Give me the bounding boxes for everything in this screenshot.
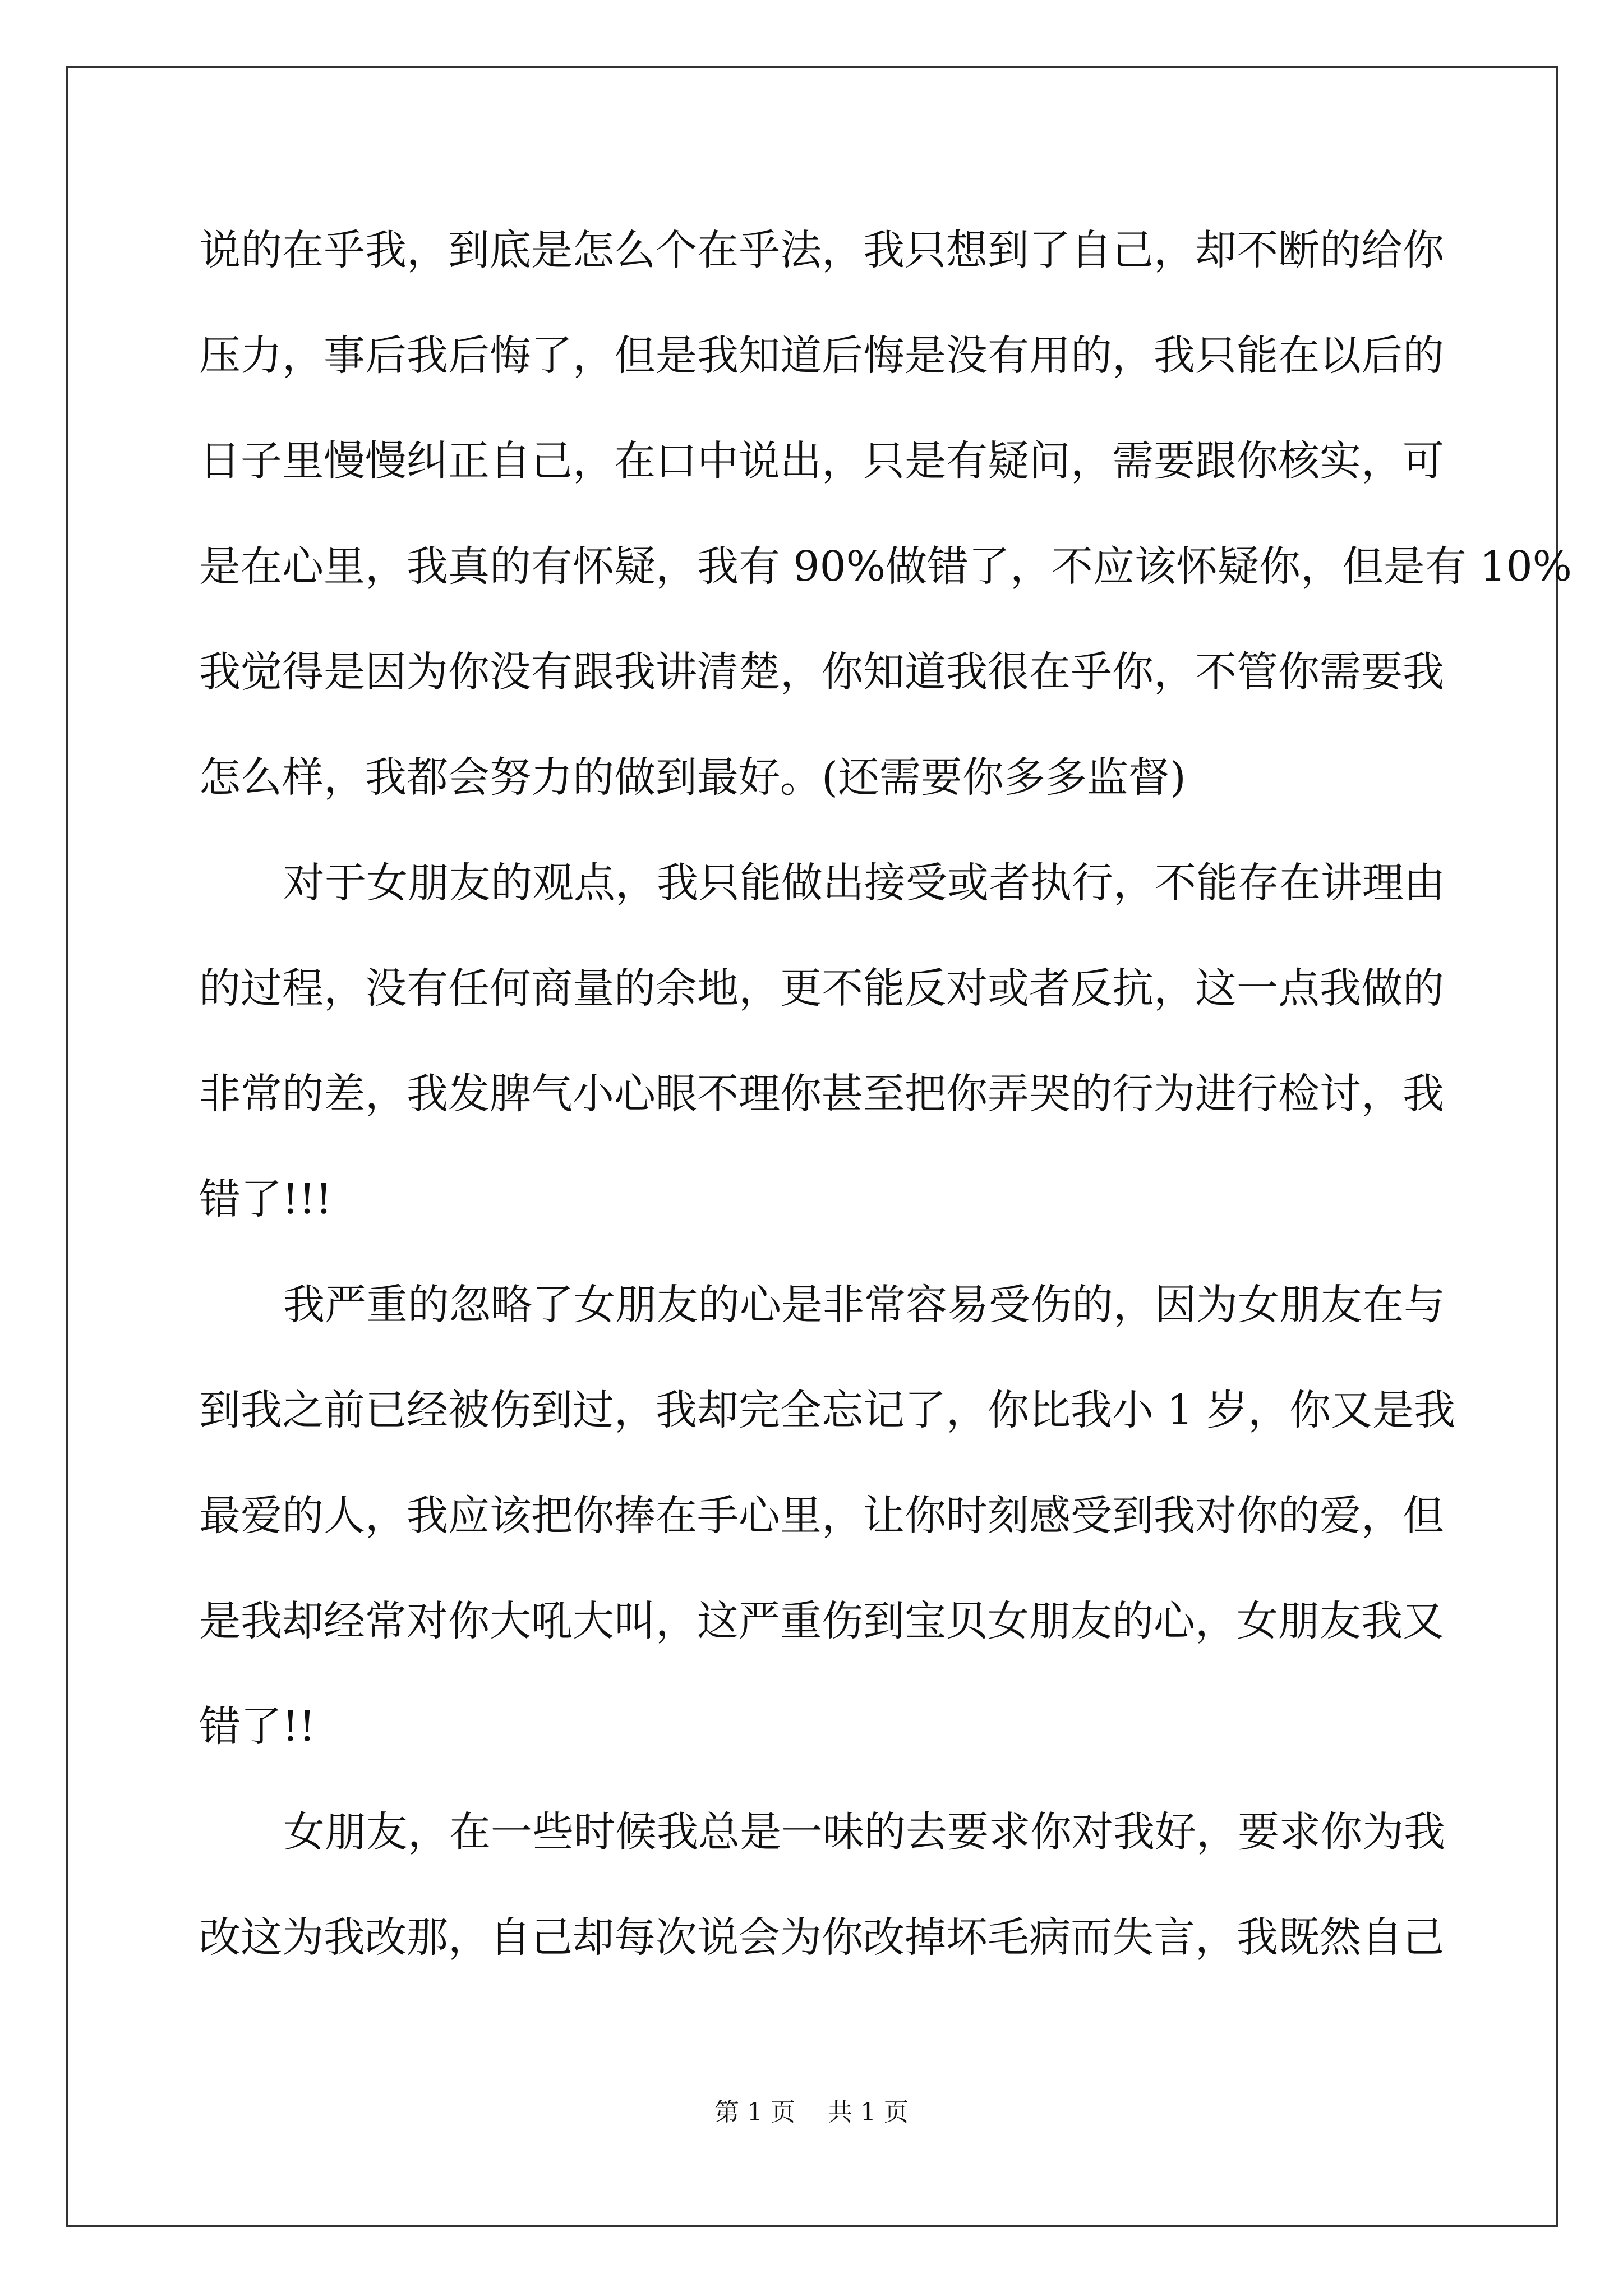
- text-line: 是在心里，我真的有怀疑，我有 90%做错了，不应该怀疑你，但是有 10%: [199, 542, 1572, 591]
- document-body: [199, 197, 1572, 1990]
- text-line: 压力，事后我后悔了，但是我知道后悔是没有用的，我只能在以后的: [199, 332, 1444, 380]
- page-footer: 第 1 页 共 1 页: [714, 2098, 909, 2127]
- paragraph: [199, 1252, 1456, 1779]
- text-line: 到我之前已经被伤到过，我却完全忘记了，你比我小 1 岁，你又是我: [199, 1386, 1456, 1434]
- text-line: 最爱的人，我应该把你捧在手心里，让你时刻感受到我对你的爱，但: [199, 1492, 1444, 1540]
- text-line: 我严重的忽略了女朋友的心是非常容易受伤的，因为女朋友在与: [283, 1281, 1445, 1329]
- text-line: 说的在乎我，到底是怎么个在乎法，我只想到了自己，却不断的给你: [199, 226, 1444, 274]
- text-line: 女朋友，在一些时候我总是一味的去要求你对我好，要求你为我: [283, 1808, 1445, 1856]
- paragraph: [199, 197, 1572, 830]
- text-line: 改这为我改那，自己却每次说会为你改掉坏毛病而失言，我既然自己: [199, 1913, 1444, 1962]
- text-line: 错了!!: [199, 1703, 316, 1751]
- text-line: 非常的差，我发脾气小心眼不理你甚至把你弄哭的行为进行检讨，我: [199, 1070, 1444, 1118]
- paragraph: [199, 1779, 1445, 1990]
- text-line: 的过程，没有任何商量的余地，更不能反对或者反抗，这一点我做的: [199, 964, 1444, 1013]
- text-line: 对于女朋友的观点，我只能做出接受或者执行，不能存在讲理由: [283, 859, 1445, 907]
- text-line: 怎么样，我都会努力的做到最好。(还需要你多多监督): [199, 753, 1186, 802]
- paragraph: [199, 830, 1445, 1252]
- text-line: 是我却经常对你大吼大叫，这严重伤到宝贝女朋友的心，女朋友我又: [199, 1597, 1444, 1645]
- text-line: 错了!!!: [199, 1175, 333, 1223]
- text-line: 我觉得是因为你没有跟我讲清楚，你知道我很在乎你，不管你需要我: [199, 648, 1444, 696]
- text-line: 日子里慢慢纠正自己，在口中说出，只是有疑问，需要跟你核实，可: [199, 437, 1444, 485]
